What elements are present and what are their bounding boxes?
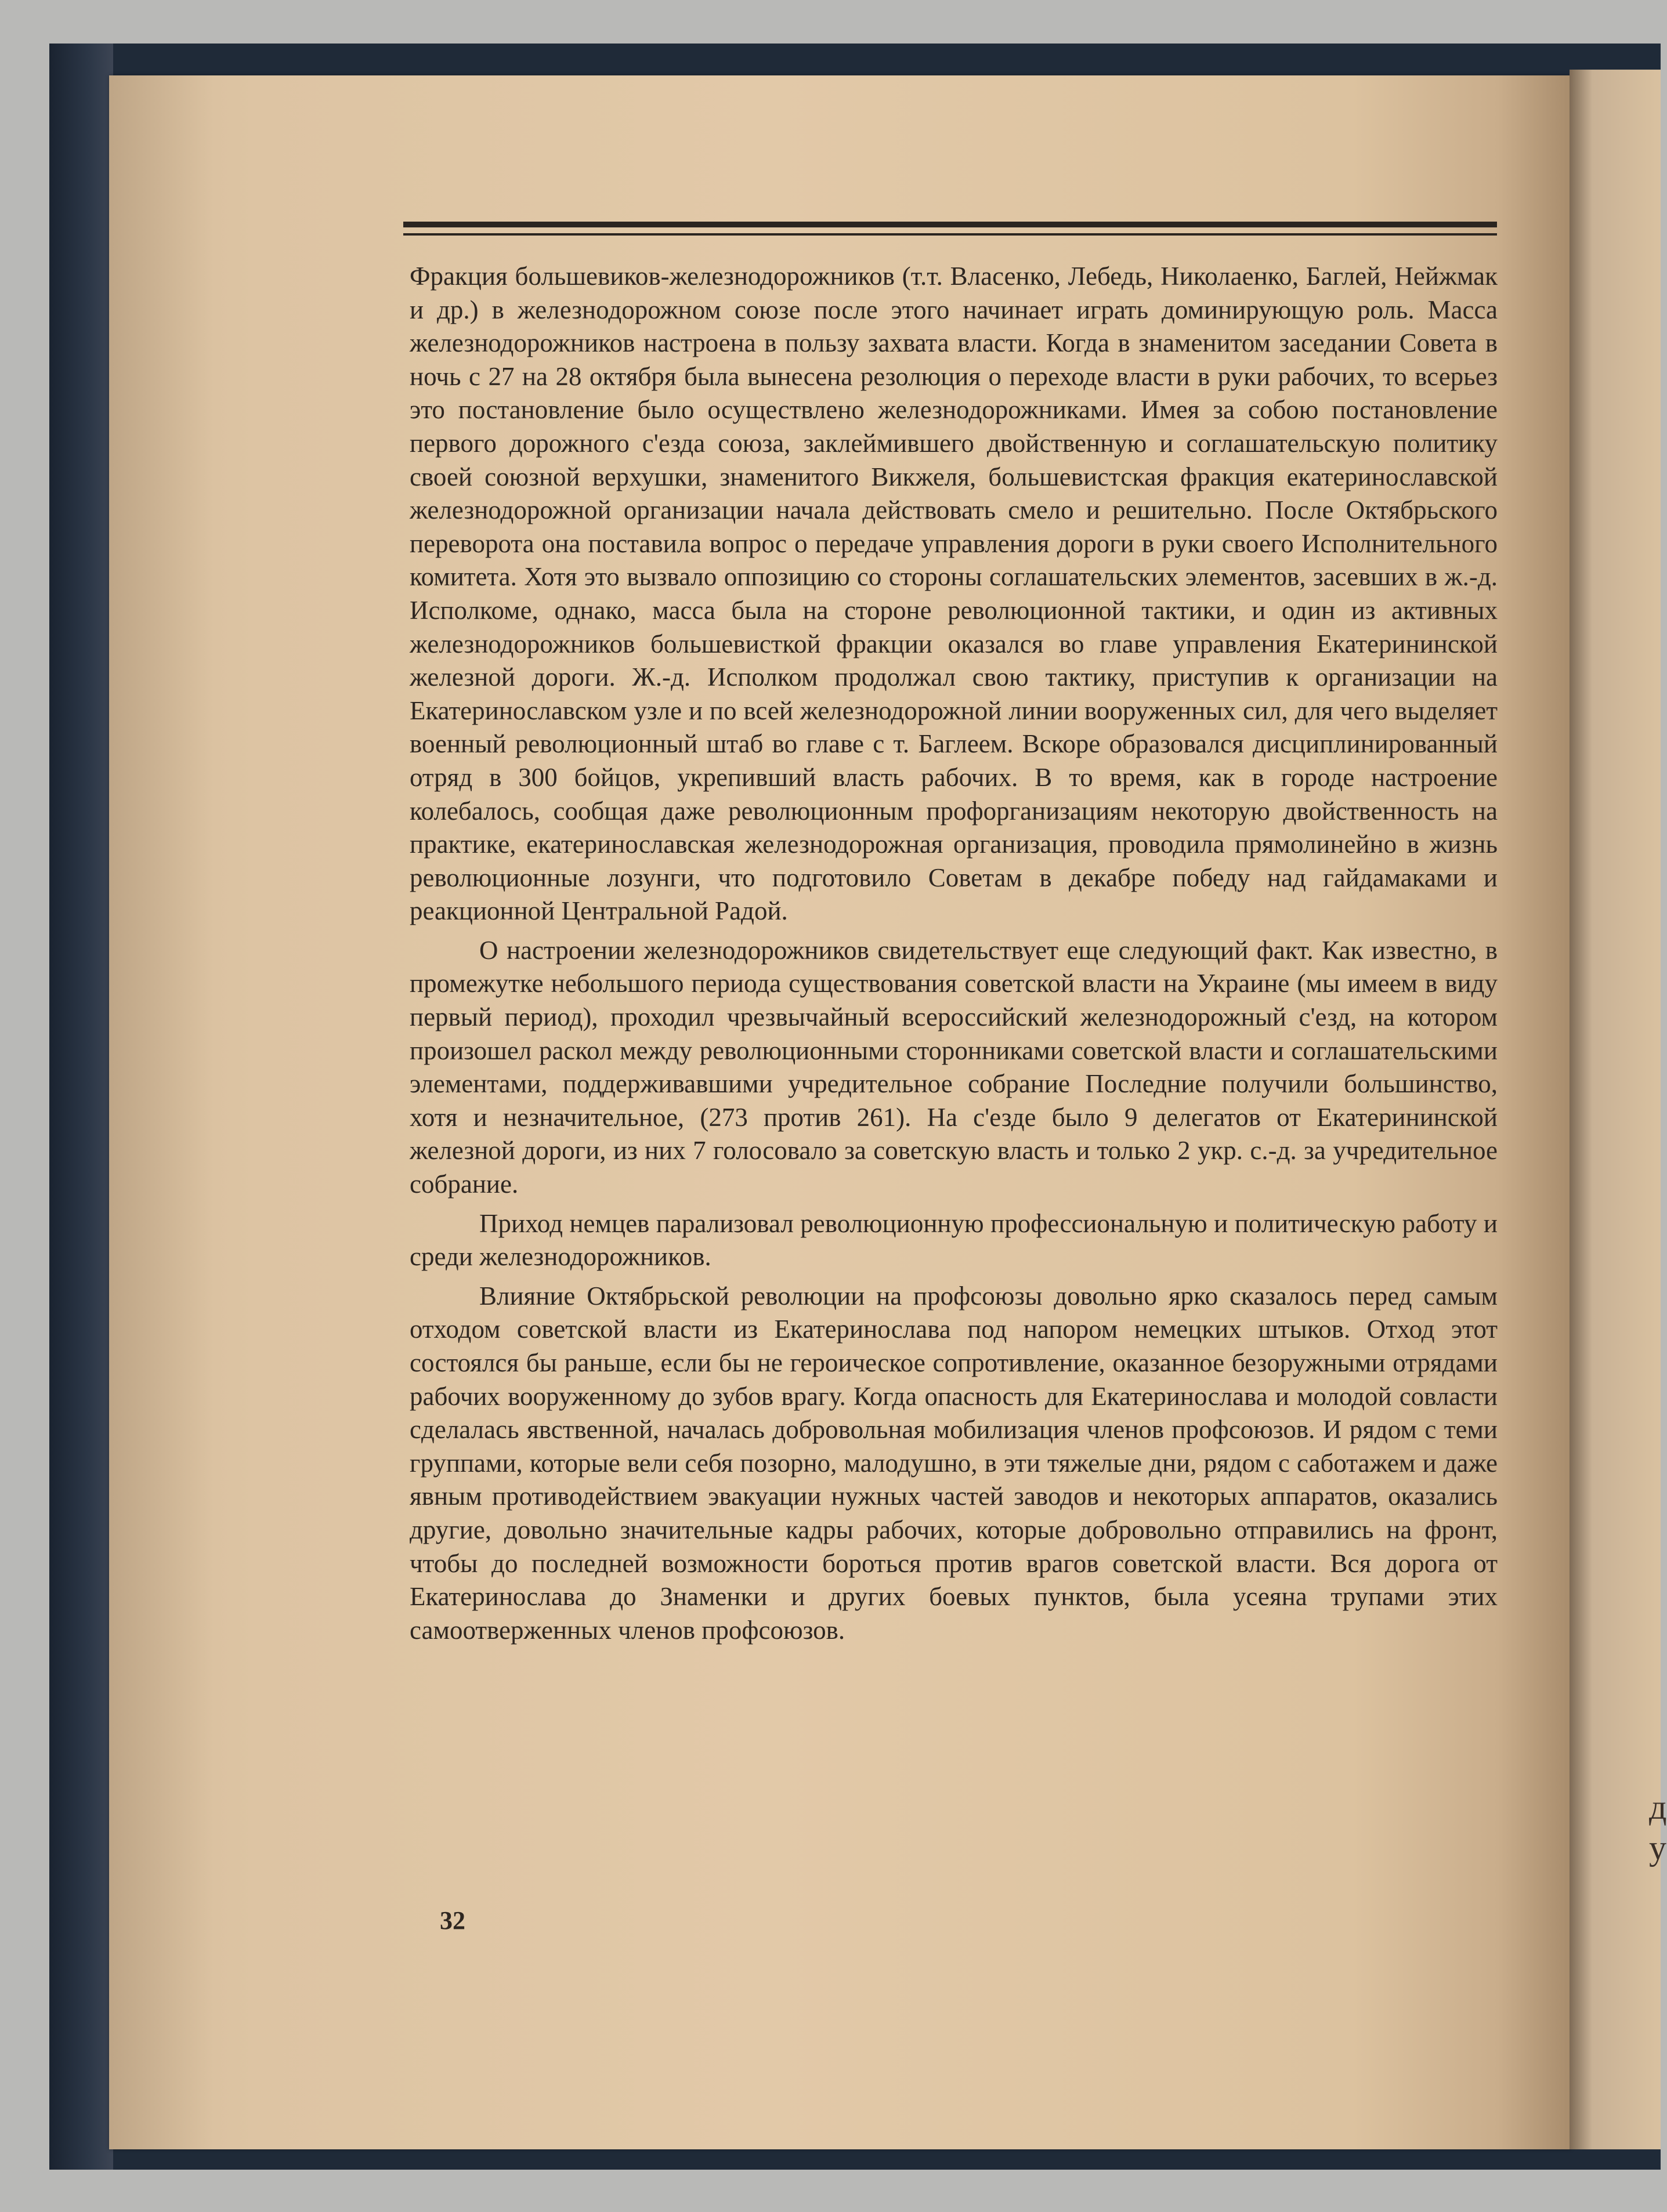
header-rule-thin <box>403 233 1497 236</box>
paragraph-1: Фракция большевиков-железнодорожников (т.т. Власенко, Лебедь, Николаенко, Баглей, Нейжмак и др.) в железнодорожном союзе после этого начинает играть доминирующую роль. Масса железнодорожников настроена в пользу захвата власти. Когда в знаменитом заседании Совета в ночь с 27 на 28 октября была вынесена резолюция о переходе власти в руки рабочих, то всерьез это постановление было осуществлено железнодорожниками. Имея за собою постановление первого дорожного с'езда союза, заклеймившего двойственную и соглашательскую политику своей союзной верхушки, знаменитого Викжеля, большевистская фракция екатеринославской железнодорожной организации начала действовать смело и решительно. После Октябрьского переворота она поставила вопрос о передаче управления дороги в руки своего Исполнительного комитета. Хотя это вызвало оппозицию со стороны соглашательских элементов, засевших в ж.-д. Исполкоме, однако, масса была на стороне революционной тактики, и один из активных железнодорожников большевисткой фракции оказался во главе управления Екатерининской железной дороги. Ж.-д. Исполком продолжал свою тактику, приступив к организации на Екатеринославском узле и по всей железнодорожной линии вооруженных сил, для чего выделяет военный революционный штаб во главе с т. Баглеем. Вскоре образовался дисциплинированный отряд в 300 бойцов, укрепивший власть рабочих. В то время, как в городе настроение колебалось, сообщая даже революционным профорганизациям некоторую двойственность на практике, екатеринославская железнодорожная организация, проводила прямолинейно в жизнь революционные лозунги, что подготовило Советам в декабре победу над гайдамаками и реакционной Центральной Радой. <box>410 262 1498 926</box>
page-gutter-shadow <box>109 75 214 2149</box>
body-text <box>410 260 1498 1653</box>
facing-page-text-fragment: д у <box>1649 1788 1667 1867</box>
paragraph-2: О настроении железнодорожников свидетельствует еще следующий факт. Как известно, в промежутке небольшого периода существования советской власти на Украине (мы имеем в виду первый период), проходил чрезвычайный всероссийский железнодорожный с'езд, на котором произошел раскол между революционными сторонниками советской власти и соглашательскими элементами, поддерживавшими учредительное собрание Последние получили большинство, хотя и незначительное, (273 против 261). На с'езде было 9 делегатов от Екатерининской железной дороги, из них 7 голосовало за советскую власть и только 2 укр. с.-д. за учредительное собрание. <box>410 935 1498 1199</box>
facing-page-edge <box>1570 70 1667 2149</box>
book-cover-edge <box>49 44 113 2170</box>
page-number: 32 <box>440 1906 465 1935</box>
paragraph-3: Приход немцев парализовал революционную профессиональную и политическую работу и среди железнодорожников. <box>410 1208 1498 1272</box>
header-rule-thick <box>403 222 1497 227</box>
paragraph-4: Влияние Октябрьской революции на профсоюзы довольно ярко сказалось перед самым отходом советской власти из Екатеринослава под напором немецких штыков. Отход этот состоялся бы раньше, если бы не героическое сопротивление, оказанное безоружными отрядами рабочих вооруженному до зубов врагу. Когда опасность для Екатеринослава и молодой совласти сделалась явственной, началась добровольная мобилизация членов профсоюзов. И рядом с теми группами, которые вели себя позорно, малодушно, в эти тяжелые дни, рядом с саботажем и даже явным противодействием эвакуации нужных частей заводов и некоторых аппаратов, оказались другие, довольно значительные кадры рабочих, которые добровольно отправились на фронт, чтобы до последней возможности бороться против врагов советской власти. Вся дорога от Екатеринослава до Знаменки и других боевых пунктов, была усеяна трупами этих самоотверженных членов профсоюзов. <box>410 1281 1498 1645</box>
